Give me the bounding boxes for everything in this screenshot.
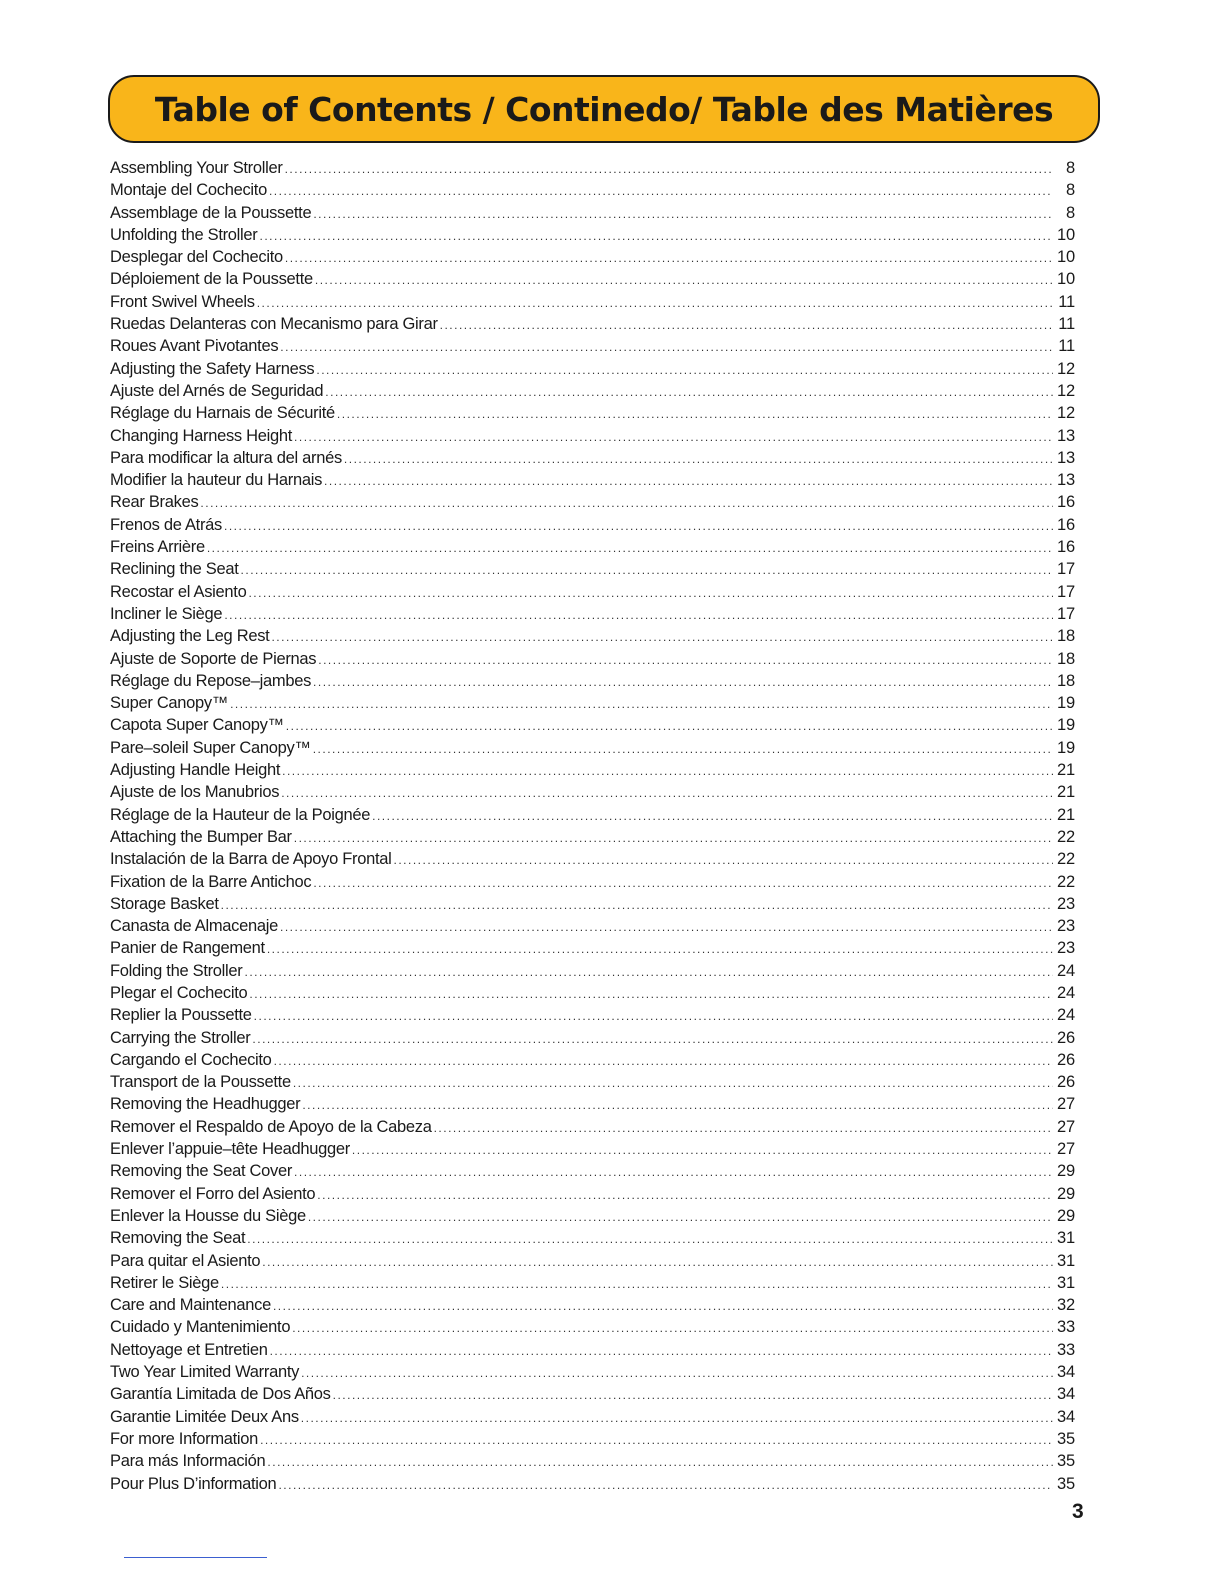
toc-dot-leader bbox=[282, 760, 1053, 782]
toc-entry-page: 18 bbox=[1057, 649, 1075, 668]
toc-entry-label: Front Swivel Wheels bbox=[110, 292, 255, 311]
toc-entry-page: 18 bbox=[1057, 671, 1075, 690]
toc-entry-label: Réglage de la Hauteur de la Poignée bbox=[110, 805, 371, 824]
toc-entry-page: 27 bbox=[1057, 1117, 1075, 1136]
toc-entry-label: Réglage du Repose–jambes bbox=[110, 671, 312, 690]
toc-dot-leader bbox=[269, 180, 1053, 202]
toc-entry-label: Canasta de Almacenaje bbox=[110, 917, 278, 936]
toc-dot-leader bbox=[313, 203, 1053, 225]
toc-entry[interactable] bbox=[110, 1339, 1075, 1361]
toc-dot-leader bbox=[278, 1474, 1053, 1496]
toc-entry-label: Care and Maintenance bbox=[110, 1296, 271, 1315]
toc-entry-label: Remover el Respaldo de Apoyo de la Cabeza bbox=[110, 1117, 432, 1136]
toc-entry[interactable] bbox=[110, 759, 1075, 781]
toc-entry-page: 8 bbox=[1066, 181, 1075, 200]
toc-entry[interactable] bbox=[110, 1294, 1075, 1316]
toc-entry-label: Para más Información bbox=[110, 1452, 266, 1471]
toc-entry-page: 33 bbox=[1057, 1318, 1075, 1337]
toc-entry-label: Pare–soleil Super Canopy™ bbox=[110, 738, 311, 757]
toc-entry-label: Modifier la hauteur du Harnais bbox=[110, 471, 323, 490]
toc-entry-page: 12 bbox=[1057, 381, 1075, 400]
toc-entry-page: 16 bbox=[1057, 538, 1075, 557]
toc-dot-leader bbox=[313, 738, 1053, 760]
toc-entry-label: Ajuste de Soporte de Piernas bbox=[110, 649, 317, 668]
toc-entry-label: Attaching the Bumper Bar bbox=[110, 827, 292, 846]
toc-entry-page: 12 bbox=[1057, 404, 1075, 423]
toc-entry[interactable] bbox=[110, 1004, 1075, 1026]
toc-dot-leader bbox=[313, 671, 1053, 693]
toc-entry[interactable] bbox=[110, 1160, 1075, 1182]
toc-entry[interactable] bbox=[110, 871, 1075, 893]
title-banner bbox=[108, 75, 1100, 143]
toc-entry[interactable] bbox=[110, 179, 1075, 201]
toc-entry-label: Rear Brakes bbox=[110, 493, 199, 512]
toc-entry-label: Enlever l’appuie–tête Headhugger bbox=[110, 1140, 350, 1159]
toc-entry[interactable] bbox=[110, 491, 1075, 513]
toc-entry[interactable] bbox=[110, 826, 1075, 848]
toc-entry[interactable] bbox=[110, 1473, 1075, 1495]
toc-entry[interactable] bbox=[110, 1361, 1075, 1383]
toc-entry[interactable] bbox=[110, 1027, 1075, 1049]
toc-entry[interactable] bbox=[110, 380, 1075, 402]
toc-dot-leader bbox=[241, 559, 1053, 581]
toc-entry-label: Réglage du Harnais de Sécurité bbox=[110, 404, 335, 423]
toc-entry[interactable] bbox=[110, 246, 1075, 268]
toc-entry[interactable] bbox=[110, 603, 1075, 625]
toc-entry[interactable] bbox=[110, 737, 1075, 759]
toc-entry[interactable] bbox=[110, 536, 1075, 558]
toc-entry[interactable] bbox=[110, 313, 1075, 335]
toc-entry-label: Ruedas Delanteras con Mecanismo para Girar bbox=[110, 315, 438, 334]
toc-entry-page: 31 bbox=[1057, 1251, 1075, 1270]
toc-dot-leader bbox=[352, 1139, 1053, 1161]
toc-entry-label: Transport de la Poussette bbox=[110, 1073, 291, 1092]
toc-entry-label: Cargando el Cochecito bbox=[110, 1050, 272, 1069]
toc-dot-leader bbox=[224, 515, 1053, 537]
toc-entry[interactable] bbox=[110, 1049, 1075, 1071]
toc-entry-page: 22 bbox=[1057, 872, 1075, 891]
toc-entry-page: 22 bbox=[1057, 827, 1075, 846]
toc-entry-label: Replier la Poussette bbox=[110, 1006, 252, 1025]
toc-dot-leader bbox=[285, 247, 1053, 269]
page-number: 3 bbox=[1072, 1500, 1084, 1523]
toc-entry[interactable] bbox=[110, 268, 1075, 290]
toc-entry[interactable] bbox=[110, 781, 1075, 803]
toc-entry-page: 29 bbox=[1057, 1206, 1075, 1225]
toc-entry-label: Para quitar el Asiento bbox=[110, 1251, 261, 1270]
toc-dot-leader bbox=[252, 1028, 1053, 1050]
toc-dot-leader bbox=[273, 1295, 1053, 1317]
toc-dot-leader bbox=[302, 1094, 1053, 1116]
toc-dot-leader bbox=[267, 938, 1053, 960]
toc-entry-label: Desplegar del Cochecito bbox=[110, 248, 283, 267]
toc-entry[interactable] bbox=[110, 1250, 1075, 1272]
toc-entry-label: Fixation de la Barre Antichoc bbox=[110, 872, 312, 891]
toc-entry[interactable] bbox=[110, 960, 1075, 982]
toc-entry-label: Roues Avant Pivotantes bbox=[110, 337, 279, 356]
toc-entry-label: Storage Basket bbox=[110, 894, 219, 913]
toc-dot-leader bbox=[207, 537, 1053, 559]
toc-dot-leader bbox=[286, 715, 1053, 737]
toc-entry[interactable] bbox=[110, 157, 1075, 179]
toc-entry[interactable] bbox=[110, 1071, 1075, 1093]
toc-entry-label: Removing the Headhugger bbox=[110, 1095, 301, 1114]
toc-entry[interactable] bbox=[110, 804, 1075, 826]
toc-entry-label: Enlever la Housse du Siège bbox=[110, 1206, 306, 1225]
toc-entry-page: 17 bbox=[1057, 604, 1075, 623]
toc-entry[interactable] bbox=[110, 469, 1075, 491]
toc-entry-page: 34 bbox=[1057, 1363, 1075, 1382]
toc-entry-page: 26 bbox=[1057, 1073, 1075, 1092]
toc-entry-page: 23 bbox=[1057, 894, 1075, 913]
toc-dot-leader bbox=[317, 1184, 1053, 1206]
toc-dot-leader bbox=[270, 1340, 1053, 1362]
toc-entry-page: 24 bbox=[1057, 983, 1075, 1002]
toc-entry-label: Freins Arrière bbox=[110, 538, 205, 557]
toc-entry-page: 19 bbox=[1057, 716, 1075, 735]
toc-dot-leader bbox=[301, 1362, 1053, 1384]
toc-entry-label: Adjusting Handle Height bbox=[110, 761, 281, 780]
toc-dot-leader bbox=[230, 693, 1053, 715]
toc-entry[interactable] bbox=[110, 1450, 1075, 1472]
toc-entry-page: 35 bbox=[1057, 1474, 1075, 1493]
toc-entry-label: Retirer le Siège bbox=[110, 1273, 219, 1292]
toc-entry-page: 18 bbox=[1057, 627, 1075, 646]
toc-entry-page: 12 bbox=[1057, 359, 1075, 378]
toc-entry-label: Pour Plus D’information bbox=[110, 1474, 277, 1493]
toc-dot-leader bbox=[254, 1005, 1053, 1027]
toc-dot-leader bbox=[372, 805, 1053, 827]
toc-entry[interactable] bbox=[110, 291, 1075, 313]
toc-dot-leader bbox=[249, 983, 1053, 1005]
toc-dot-leader bbox=[434, 1117, 1053, 1139]
toc-dot-leader bbox=[337, 403, 1053, 425]
toc-entry[interactable] bbox=[110, 558, 1075, 580]
toc-entry-page: 23 bbox=[1057, 939, 1075, 958]
toc-entry-page: 31 bbox=[1057, 1273, 1075, 1292]
toc-entry-label: Frenos de Atrás bbox=[110, 515, 222, 534]
toc-entry-page: 10 bbox=[1057, 248, 1075, 267]
toc-entry-label: Déploiement de la Poussette bbox=[110, 270, 313, 289]
toc-entry[interactable] bbox=[110, 358, 1075, 380]
toc-dot-leader bbox=[280, 916, 1053, 938]
toc-dot-leader bbox=[281, 782, 1053, 804]
toc-entry-label: Panier de Rangement bbox=[110, 939, 265, 958]
toc-entry-page: 21 bbox=[1057, 761, 1075, 780]
toc-dot-leader bbox=[324, 470, 1053, 492]
toc-dot-leader bbox=[292, 1317, 1053, 1339]
toc-entry-page: 10 bbox=[1057, 225, 1075, 244]
toc-entry[interactable] bbox=[110, 982, 1075, 1004]
toc-entry-page: 17 bbox=[1057, 560, 1075, 579]
toc-dot-leader bbox=[221, 894, 1053, 916]
table-of-contents bbox=[110, 157, 1075, 1495]
toc-entry-page: 35 bbox=[1057, 1429, 1075, 1448]
toc-entry-label: Two Year Limited Warranty bbox=[110, 1363, 300, 1382]
toc-entry-label: Super Canopy™ bbox=[110, 694, 229, 713]
toc-entry[interactable] bbox=[110, 915, 1075, 937]
toc-entry[interactable] bbox=[110, 937, 1075, 959]
toc-entry-page: 8 bbox=[1066, 203, 1075, 222]
toc-entry-label: Nettoyage et Entretien bbox=[110, 1340, 268, 1359]
toc-entry[interactable] bbox=[110, 1272, 1075, 1294]
toc-entry[interactable] bbox=[110, 848, 1075, 870]
toc-entry-page: 34 bbox=[1057, 1385, 1075, 1404]
toc-dot-leader bbox=[333, 1384, 1053, 1406]
toc-entry-page: 19 bbox=[1057, 694, 1075, 713]
toc-entry-label: Assemblage de la Poussette bbox=[110, 203, 312, 222]
toc-dot-leader bbox=[301, 1407, 1053, 1429]
toc-entry-label: Garantie Limitée Deux Ans bbox=[110, 1407, 299, 1426]
toc-entry[interactable] bbox=[110, 202, 1075, 224]
toc-entry-label: Plegar el Cochecito bbox=[110, 983, 248, 1002]
toc-entry[interactable] bbox=[110, 714, 1075, 736]
toc-entry-label: Instalación de la Barra de Apoyo Frontal bbox=[110, 850, 392, 869]
toc-entry-page: 24 bbox=[1057, 961, 1075, 980]
toc-entry[interactable] bbox=[110, 893, 1075, 915]
toc-entry-label: Remover el Forro del Asiento bbox=[110, 1184, 316, 1203]
toc-entry-label: Garantía Limitada de Dos Años bbox=[110, 1385, 331, 1404]
toc-entry[interactable] bbox=[110, 1183, 1075, 1205]
toc-entry[interactable] bbox=[110, 1116, 1075, 1138]
toc-entry-page: 10 bbox=[1057, 270, 1075, 289]
toc-dot-leader bbox=[267, 1451, 1053, 1473]
toc-entry-label: Capota Super Canopy™ bbox=[110, 716, 284, 735]
toc-entry-label: Removing the Seat bbox=[110, 1229, 246, 1248]
toc-entry[interactable] bbox=[110, 1227, 1075, 1249]
toc-entry-label: For more Information bbox=[110, 1429, 259, 1448]
toc-dot-leader bbox=[318, 649, 1053, 671]
toc-entry-page: 8 bbox=[1066, 159, 1075, 177]
toc-entry[interactable] bbox=[110, 1406, 1075, 1428]
toc-entry-page: 26 bbox=[1057, 1028, 1075, 1047]
toc-dot-leader bbox=[294, 1161, 1053, 1183]
toc-dot-leader bbox=[285, 158, 1053, 180]
toc-entry-page: 11 bbox=[1058, 315, 1075, 334]
toc-entry-page: 13 bbox=[1057, 426, 1075, 445]
toc-entry-label: Folding the Stroller bbox=[110, 961, 243, 980]
toc-dot-leader bbox=[248, 582, 1053, 604]
toc-entry-page: 13 bbox=[1057, 471, 1075, 490]
toc-entry-label: Recostar el Asiento bbox=[110, 582, 247, 601]
toc-entry-label: Incliner le Siège bbox=[110, 604, 223, 623]
toc-dot-leader bbox=[325, 381, 1053, 403]
toc-entry[interactable] bbox=[110, 670, 1075, 692]
toc-entry-page: 16 bbox=[1057, 493, 1075, 512]
toc-entry-label: Cuidado y Mantenimiento bbox=[110, 1318, 291, 1337]
toc-entry-page: 11 bbox=[1058, 292, 1075, 311]
toc-entry-page: 19 bbox=[1057, 738, 1075, 757]
toc-dot-leader bbox=[294, 426, 1053, 448]
toc-dot-leader bbox=[313, 872, 1053, 894]
toc-dot-leader bbox=[308, 1206, 1053, 1228]
toc-dot-leader bbox=[260, 1429, 1053, 1451]
toc-entry-label: Unfolding the Stroller bbox=[110, 225, 258, 244]
toc-entry-label: Adjusting the Safety Harness bbox=[110, 359, 315, 378]
toc-entry-label: Changing Harness Height bbox=[110, 426, 293, 445]
toc-dot-leader bbox=[274, 1050, 1053, 1072]
toc-entry-page: 27 bbox=[1057, 1140, 1075, 1159]
toc-dot-leader bbox=[262, 1251, 1053, 1273]
bottom-rule bbox=[124, 1557, 267, 1558]
toc-entry-page: 33 bbox=[1057, 1340, 1075, 1359]
toc-entry[interactable] bbox=[110, 402, 1075, 424]
toc-dot-leader bbox=[221, 1273, 1053, 1295]
toc-entry[interactable] bbox=[110, 425, 1075, 447]
toc-dot-leader bbox=[344, 448, 1053, 470]
toc-entry-page: 34 bbox=[1057, 1407, 1075, 1426]
page-title: Table of Contents / Continedo/ Table des Matières bbox=[154, 89, 1054, 129]
toc-entry-label: Para modificar la altura del arnés bbox=[110, 448, 342, 467]
toc-entry[interactable] bbox=[110, 1316, 1075, 1338]
toc-entry-label: Reclining the Seat bbox=[110, 560, 239, 579]
toc-entry-page: 32 bbox=[1057, 1296, 1075, 1315]
toc-entry-page: 22 bbox=[1057, 850, 1075, 869]
toc-dot-leader bbox=[316, 359, 1053, 381]
toc-entry-label: Ajuste del Arnés de Seguridad bbox=[110, 381, 324, 400]
toc-dot-leader bbox=[259, 225, 1053, 247]
toc-dot-leader bbox=[315, 269, 1053, 291]
toc-entry-page: 21 bbox=[1057, 783, 1075, 802]
toc-dot-leader bbox=[200, 492, 1053, 514]
toc-entry-label: Montaje del Cochecito bbox=[110, 181, 267, 200]
toc-entry-page: 11 bbox=[1058, 337, 1075, 356]
toc-entry-page: 24 bbox=[1057, 1006, 1075, 1025]
toc-entry[interactable] bbox=[110, 692, 1075, 714]
toc-entry-page: 29 bbox=[1057, 1162, 1075, 1181]
toc-entry-label: Removing the Seat Cover bbox=[110, 1162, 293, 1181]
toc-entry[interactable] bbox=[110, 1205, 1075, 1227]
toc-entry-page: 26 bbox=[1057, 1050, 1075, 1069]
toc-entry-page: 13 bbox=[1057, 448, 1075, 467]
toc-dot-leader bbox=[224, 604, 1053, 626]
toc-entry-page: 17 bbox=[1057, 582, 1075, 601]
toc-dot-leader bbox=[257, 292, 1053, 314]
toc-entry-page: 31 bbox=[1057, 1229, 1075, 1248]
toc-entry-label: Assembling Your Stroller bbox=[110, 159, 283, 177]
toc-entry-page: 35 bbox=[1057, 1452, 1075, 1471]
toc-entry[interactable] bbox=[110, 581, 1075, 603]
toc-dot-leader bbox=[440, 314, 1053, 336]
toc-entry-label: Ajuste de los Manubrios bbox=[110, 783, 280, 802]
toc-entry[interactable] bbox=[110, 1383, 1075, 1405]
toc-dot-leader bbox=[271, 626, 1053, 648]
toc-entry[interactable] bbox=[110, 1093, 1075, 1115]
toc-entry[interactable] bbox=[110, 1138, 1075, 1160]
toc-entry[interactable] bbox=[110, 447, 1075, 469]
toc-entry[interactable] bbox=[110, 625, 1075, 647]
toc-entry[interactable] bbox=[110, 224, 1075, 246]
toc-entry-page: 21 bbox=[1057, 805, 1075, 824]
toc-dot-leader bbox=[293, 1072, 1053, 1094]
toc-entry-page: 16 bbox=[1057, 515, 1075, 534]
toc-dot-leader bbox=[245, 961, 1054, 983]
toc-entry-page: 29 bbox=[1057, 1184, 1075, 1203]
toc-entry[interactable] bbox=[110, 335, 1075, 357]
toc-entry-label: Adjusting the Leg Rest bbox=[110, 627, 270, 646]
toc-dot-leader bbox=[394, 849, 1053, 871]
toc-entry[interactable] bbox=[110, 514, 1075, 536]
toc-entry-page: 23 bbox=[1057, 917, 1075, 936]
toc-dot-leader bbox=[280, 336, 1053, 358]
toc-entry[interactable] bbox=[110, 648, 1075, 670]
toc-entry-label: Carrying the Stroller bbox=[110, 1028, 251, 1047]
toc-entry-page: 27 bbox=[1057, 1095, 1075, 1114]
toc-dot-leader bbox=[247, 1228, 1053, 1250]
toc-dot-leader bbox=[294, 827, 1053, 849]
toc-entry[interactable] bbox=[110, 1428, 1075, 1450]
